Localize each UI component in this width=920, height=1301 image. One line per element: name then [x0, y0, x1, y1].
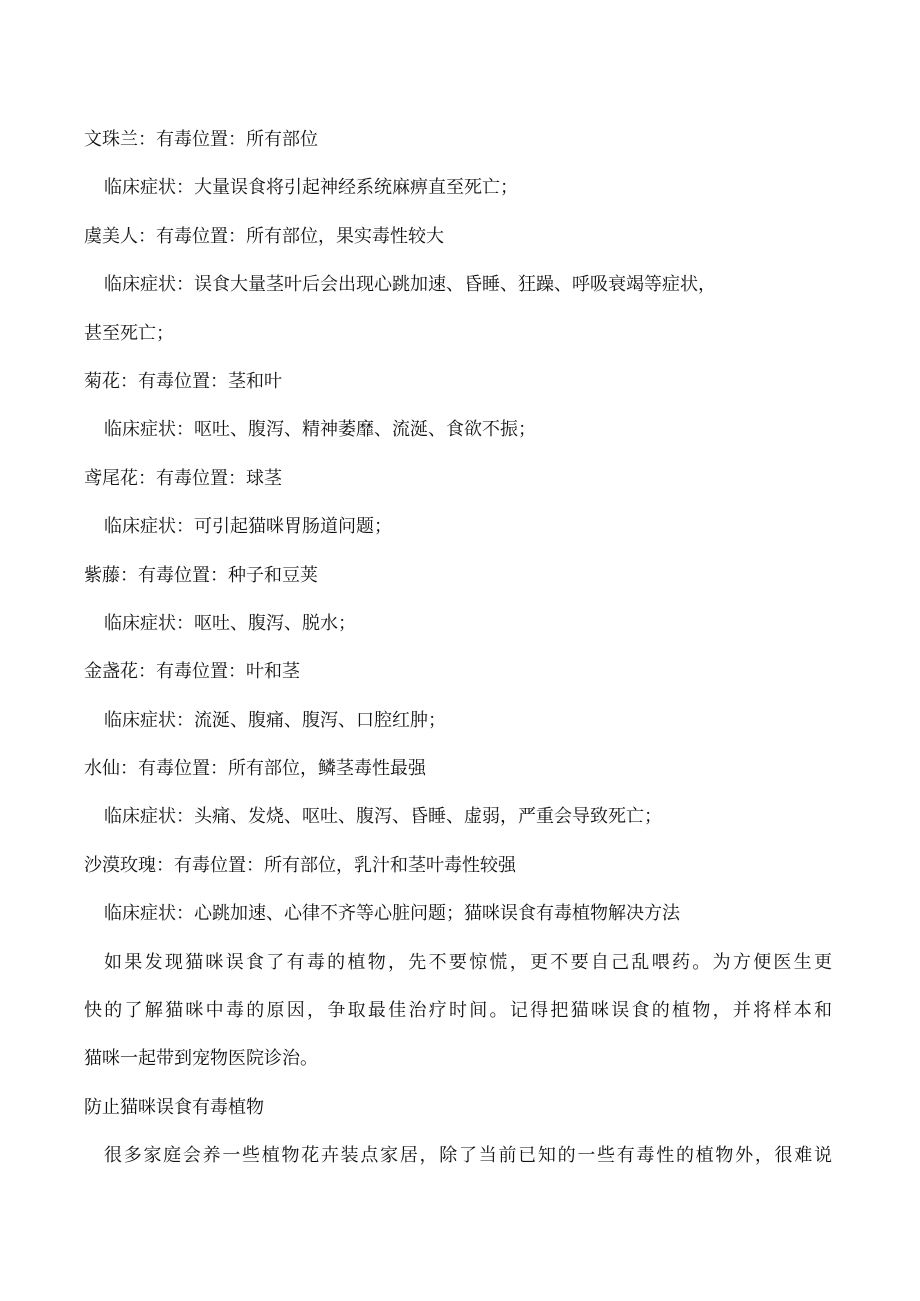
paragraph-line: 猫咪一起带到宠物医院诊治。: [84, 1048, 318, 1070]
text-line: 菊花：有毒位置：茎和叶: [84, 370, 282, 392]
text-line: 临床症状：误食大量茎叶后会出现心跳加速、昏睡、狂躁、呼吸衰竭等症状，: [104, 274, 716, 296]
section-heading: 防止猫咪误食有毒植物: [84, 1096, 264, 1118]
document-page: [84, 128, 832, 1193]
text-line: 紫藤：有毒位置：种子和豆荚: [84, 564, 318, 586]
text-line: 文珠兰：有毒位置：所有部位: [84, 129, 318, 150]
text-line: 临床症状：呕吐、腹泻、脱水；: [104, 612, 356, 634]
text-line: 临床症状：头痛、发烧、呕吐、腹泻、昏睡、虚弱，严重会导致死亡；: [104, 806, 662, 828]
paragraph-line: 很多家庭会养一些植物花卉装点家居，除了当前已知的一些有毒性的植物外，很难说: [104, 1145, 832, 1167]
text-line: 金盏花：有毒位置：叶和茎: [84, 661, 300, 683]
text-line: 鸢尾花：有毒位置：球茎: [84, 467, 282, 489]
text-line: 临床症状：流涎、腹痛、腹泻、口腔红肿；: [104, 709, 446, 731]
text-line: 临床症状：大量误食将引起神经系统麻痹直至死亡；: [104, 177, 518, 199]
paragraph-line: 如果发现猫咪误食了有毒的植物，先不要惊慌，更不要自己乱喂药。为方便医生更: [104, 951, 832, 973]
text-line: 临床症状：心跳加速、心律不齐等心脏问题；猫咪误食有毒植物解决方法: [104, 903, 680, 925]
text-line: 甚至死亡；: [84, 322, 174, 344]
text-line: 沙漠玫瑰：有毒位置：所有部位，乳汁和茎叶毒性较强: [84, 854, 516, 876]
text-line: 临床症状：可引起猫咪胃肠道问题；: [104, 516, 392, 538]
paragraph-line: 快的了解猫咪中毒的原因，争取最佳治疗时间。记得把猫咪误食的植物，并将样本和: [84, 1000, 832, 1022]
text-line: 水仙：有毒位置：所有部位，鳞茎毒性最强: [84, 758, 426, 780]
text-line: 临床症状：呕吐、腹泻、精神萎靡、流涎、食欲不振；: [104, 419, 536, 441]
text-line: 虞美人：有毒位置：所有部位，果实毒性较大: [84, 225, 444, 247]
